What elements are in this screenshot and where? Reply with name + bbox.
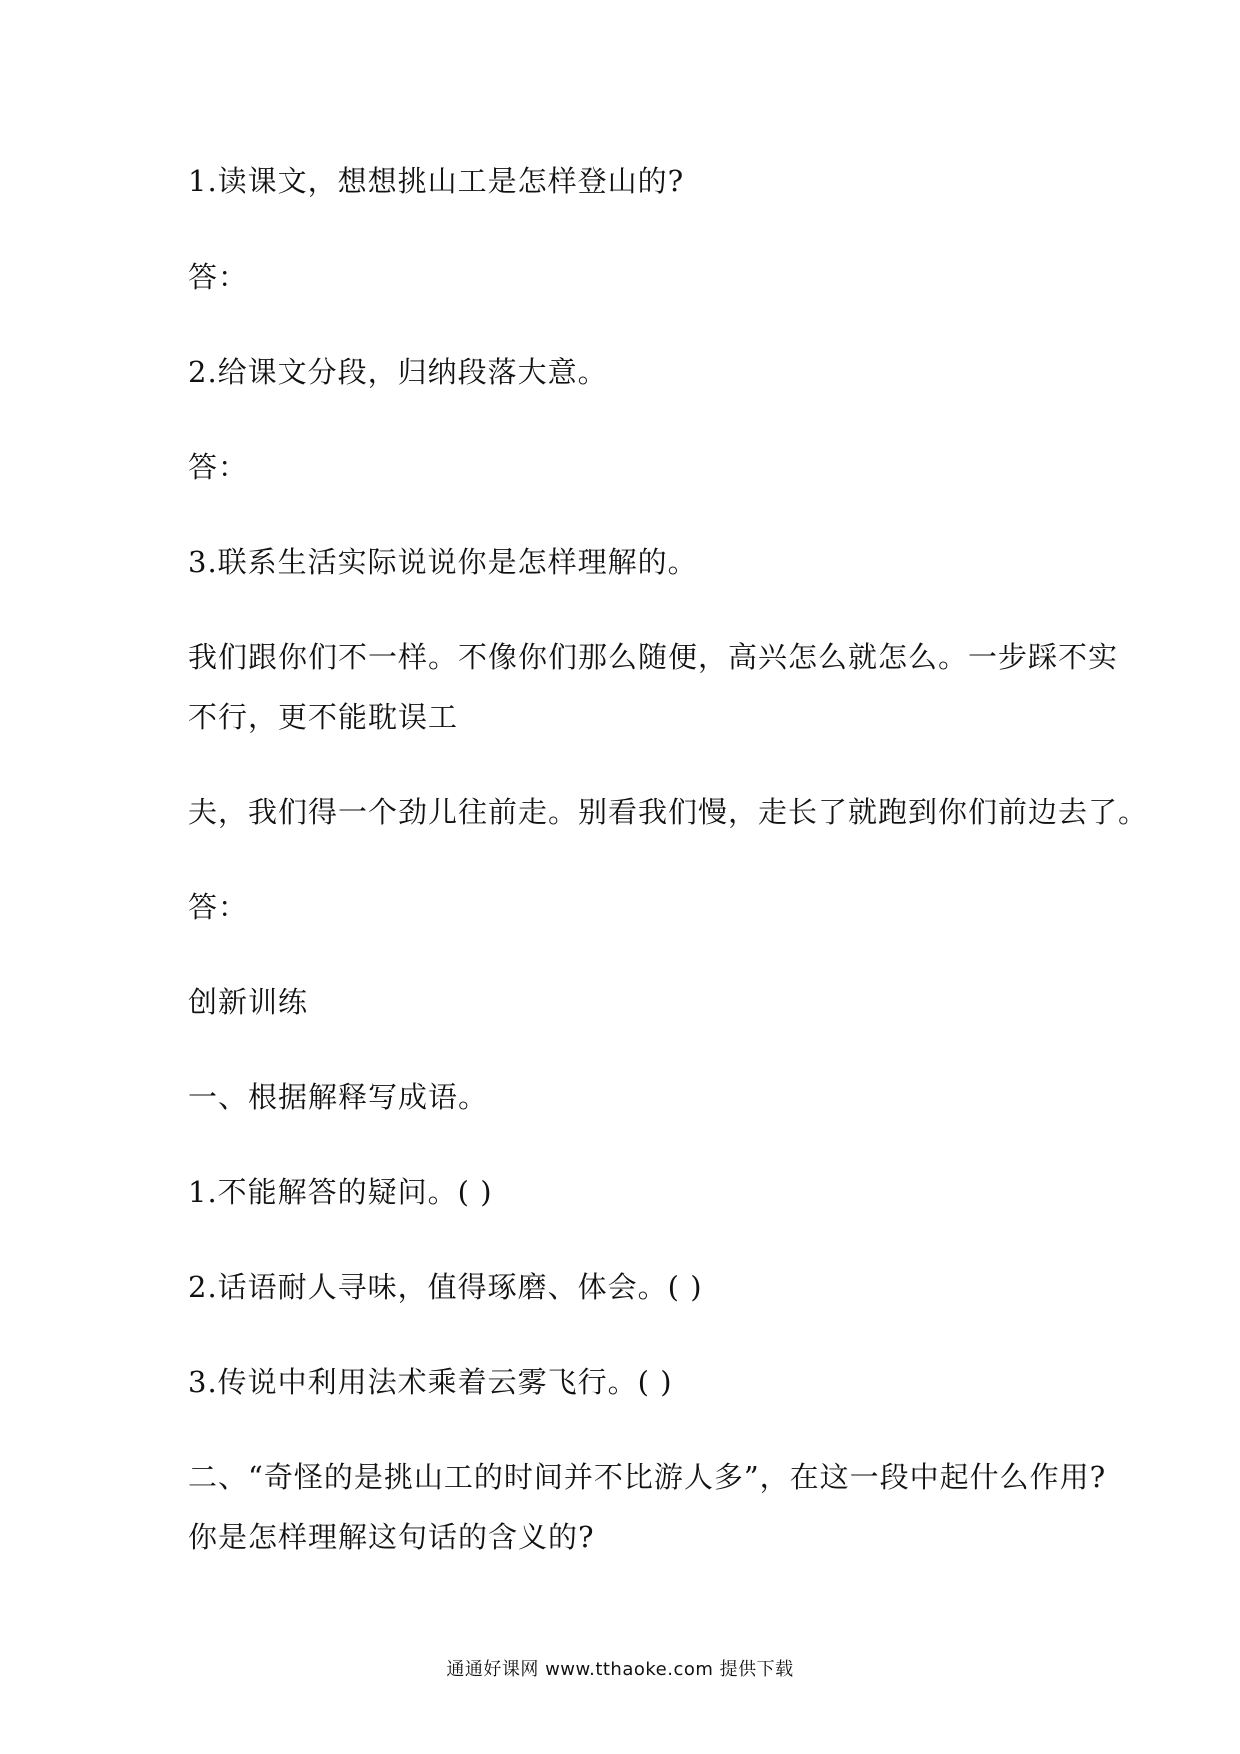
quote-line-3: 夫，我们得一个劲儿往前走。别看我们慢，走长了就跑到你们前边去了。	[188, 795, 1149, 829]
exercise-1-item-3: 3.传说中利用法术乘着云雾飞行。( )	[188, 1365, 673, 1399]
answer-1-label: 答：	[188, 260, 249, 294]
exercise-1-item-2: 2.话语耐人寻味，值得琢磨、体会。( )	[188, 1270, 703, 1304]
quote-line-2: 不行，更不能耽误工	[188, 700, 459, 734]
exercise-1-item-1: 1.不能解答的疑问。( )	[188, 1175, 493, 1209]
page-footer: 通通好课网 www.tthaoke.com 提供下载	[446, 1659, 794, 1680]
exercise-1-heading: 一、根据解释写成语。	[188, 1080, 489, 1114]
question-3-text: 3.联系生活实际说说你是怎样理解的。	[188, 545, 698, 579]
answer-3-label: 答：	[188, 890, 249, 924]
exercise-2-question-line-2: 你是怎样理解这句话的含义的?	[188, 1520, 595, 1554]
exercise-2-question-line-1: 二、“奇怪的是挑山工的时间并不比游人多”，在这一段中起什么作用?	[188, 1460, 1107, 1494]
section-heading-innovation: 创新训练	[188, 985, 309, 1019]
quote-line-1: 我们跟你们不一样。不像你们那么随便，高兴怎么就怎么。一步踩不实	[188, 640, 1119, 674]
answer-2-label: 答：	[188, 450, 249, 484]
question-1-text: 1.读课文，想想挑山工是怎样登山的?	[188, 164, 685, 198]
question-2-text: 2.给课文分段，归纳段落大意。	[188, 355, 608, 389]
